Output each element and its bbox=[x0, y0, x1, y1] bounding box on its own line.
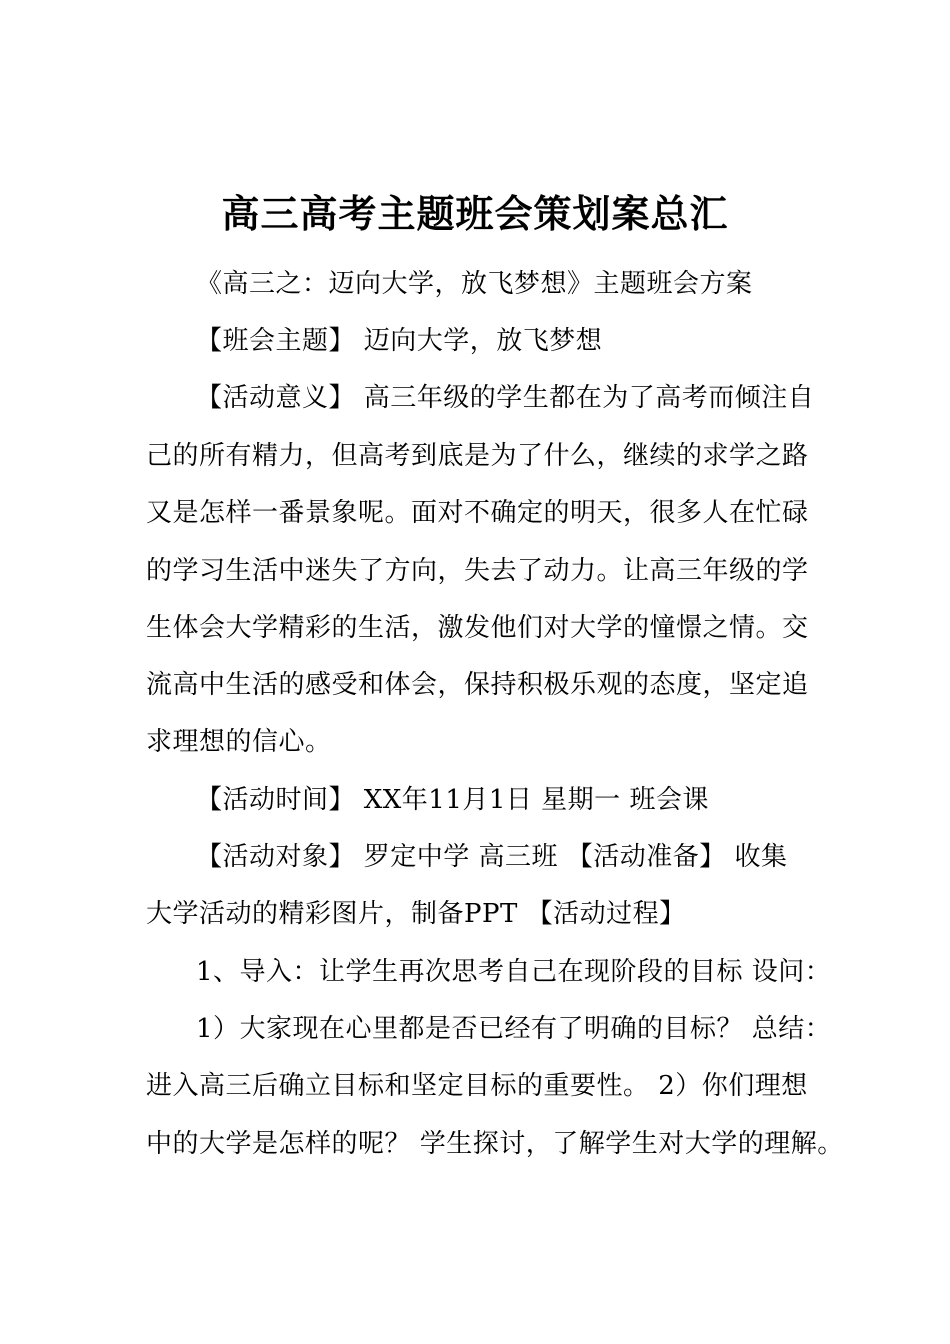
paragraph-line: 己的所有精力，但高考到底是为了什么，继续的求学之路 bbox=[146, 441, 809, 471]
document-title: 高三高考主题班会策划案总汇 bbox=[221, 191, 729, 236]
paragraph-line: 生体会大学精彩的生活，激发他们对大学的憧憬之情。交 bbox=[146, 613, 809, 643]
theme-line: 【班会主题】 迈向大学，放飞梦想 bbox=[196, 326, 603, 356]
paragraph-line: 求理想的信心。 bbox=[146, 727, 332, 757]
question-line: 1）大家现在心里都是否已经有了明确的目标？ 总结： bbox=[196, 1014, 832, 1044]
significance-line: 【活动意义】 高三年级的学生都在为了高考而倾注自 bbox=[196, 383, 815, 413]
time-line: 【活动时间】 XX年11月1日 星期一 班会课 bbox=[196, 785, 709, 815]
paragraph-line: 又是怎样一番景象呢。面对不确定的明天，很多人在忙碌 bbox=[146, 498, 809, 528]
paragraph-line: 的学习生活中迷失了方向，失去了动力。让高三年级的学 bbox=[146, 556, 809, 586]
paragraph-line: 流高中生活的感受和体会，保持积极乐观的态度，坚定追 bbox=[146, 670, 809, 700]
paragraph-line: 中的大学是怎样的呢？ 学生探讨，了解学生对大学的理解。 bbox=[146, 1129, 844, 1159]
step-line: 1、导入：让学生再次思考自己在现阶段的目标 设问： bbox=[196, 957, 832, 987]
paragraph-line: 进入高三后确立目标和坚定目标的重要性。 2）你们理想 bbox=[146, 1071, 808, 1101]
audience-line: 【活动对象】 罗定中学 高三班 【活动准备】 收集 bbox=[196, 842, 788, 872]
paragraph-line: 大学活动的精彩图片，制备PPT 【活动过程】 bbox=[146, 899, 686, 929]
subtitle-line: 《高三之：迈向大学，放飞梦想》主题班会方案 bbox=[196, 269, 753, 299]
